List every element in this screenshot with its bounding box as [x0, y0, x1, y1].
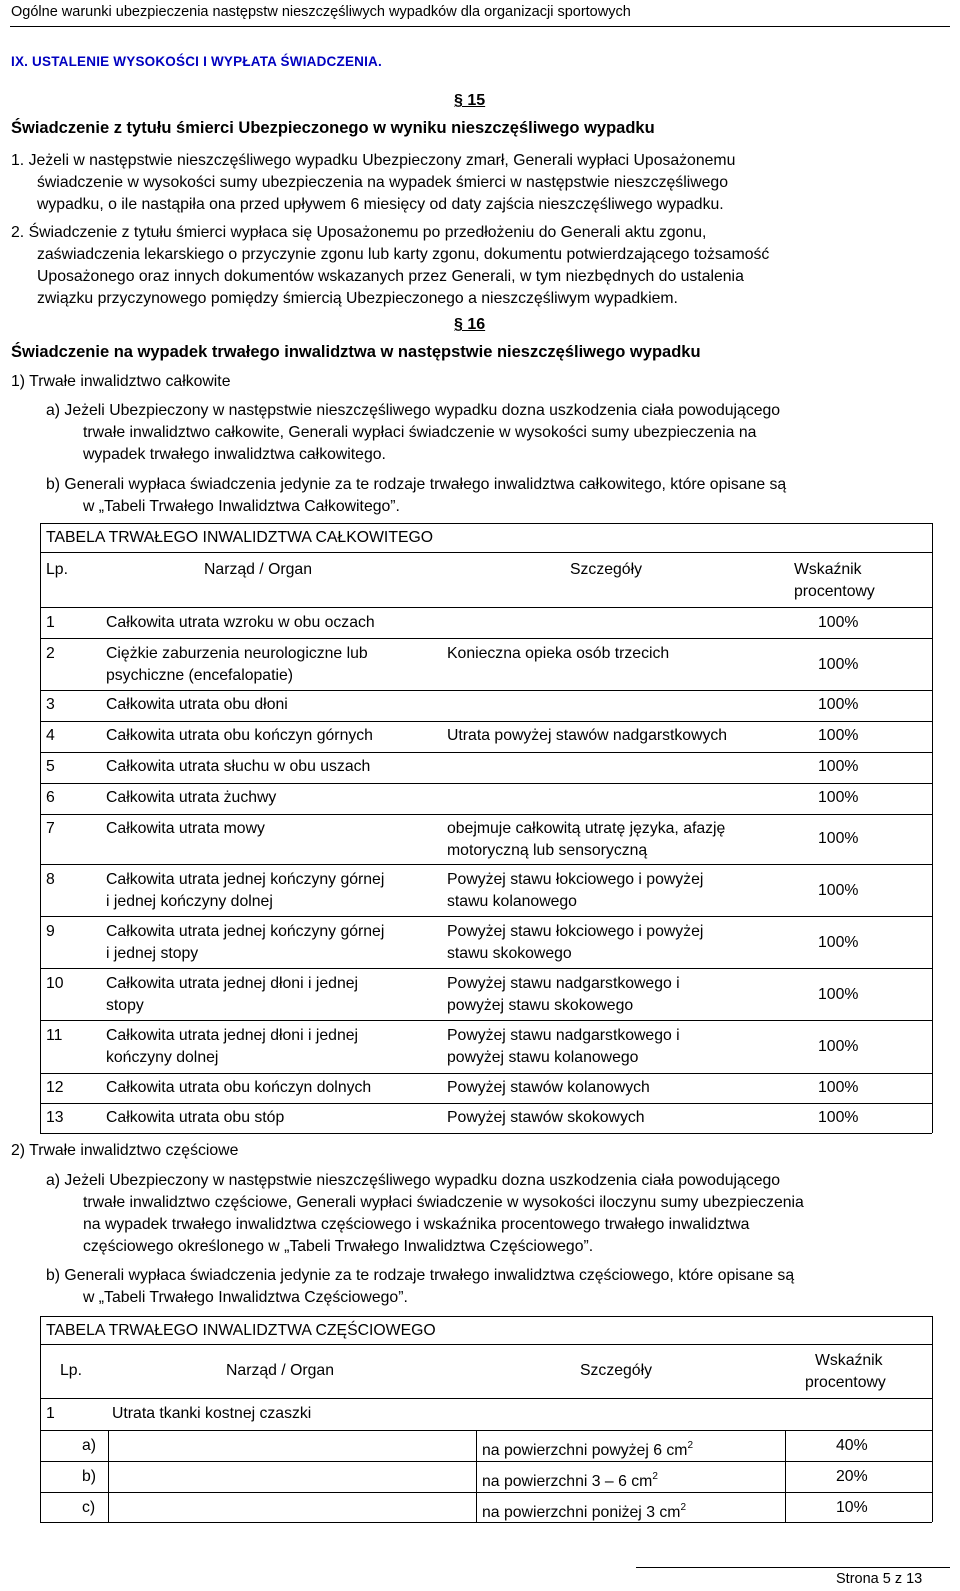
- row-organ: Ciężkie zaburzenia neurologiczne lub: [106, 645, 368, 662]
- row-rate: 100%: [818, 789, 859, 806]
- row-lp: 12: [46, 1079, 64, 1096]
- text-line: 2. Świadczenie z tytułu śmierci wypłaca się Uposażonemu po przedłożeniu do Generali aktu zgonu,: [11, 224, 707, 241]
- row-lp: 9: [46, 923, 55, 940]
- row-rate: 100%: [818, 986, 859, 1003]
- row-details: stawu skokowego: [447, 945, 572, 962]
- row-rate: 100%: [818, 656, 859, 673]
- paragraph-15-number: § 15: [454, 92, 486, 109]
- subsection-partial-disability: 2) Trwałe inwalidztwo częściowe: [11, 1142, 239, 1159]
- row-organ: Całkowita utrata jednej dłoni i jednej: [106, 975, 359, 992]
- row-details: obejmuje całkowitą utratę języka, afazję: [447, 820, 726, 837]
- text-line: w „Tabeli Trwałego Inwalidztwa Całkowitego”.: [83, 498, 400, 515]
- row-organ: i jednej kończyny dolnej: [106, 893, 273, 910]
- superscript: 2: [687, 1440, 694, 1451]
- subrow-rate: 20%: [836, 1468, 868, 1485]
- text-line: trwałe inwalidztwo częściowe, Generali wypłaci świadczenie w wysokości iloczynu sumy ubezpieczenia: [83, 1194, 804, 1211]
- text-line: na wypadek trwałego inwalidztwa częściowego i wskaźnika procentowego trwałego inwalidztwa: [83, 1216, 750, 1233]
- superscript: 2: [680, 1502, 687, 1513]
- header-divider: [10, 26, 950, 27]
- footer-divider: [636, 1567, 950, 1568]
- table-caption: TABELA TRWAŁEGO INWALIDZTWA CAŁKOWITEGO: [46, 529, 434, 546]
- paragraph-15-title: Świadczenie z tytułu śmierci Ubezpieczonego w wyniku nieszczęśliwego wypadku: [11, 119, 655, 137]
- row-rate: 100%: [818, 614, 859, 631]
- row-lp: 8: [46, 871, 55, 888]
- subrow-details-text: na powierzchni 3 – 6 cm: [482, 1473, 653, 1490]
- text-line: 1. Jeżeli w następstwie nieszczęśliwego wypadku Ubezpieczony zmarł, Generali wypłaci Uposażonemu: [11, 152, 736, 169]
- point-1b: [46, 474, 786, 518]
- page-number: Strona 5 z 13: [836, 1571, 923, 1587]
- header-rate: Wskaźnik: [815, 1352, 883, 1369]
- row-organ: Utrata tkanki kostnej czaszki: [112, 1405, 312, 1422]
- header-rate: procentowy: [805, 1374, 886, 1391]
- row-rate: 100%: [818, 727, 859, 744]
- paragraph-15-point-1: [11, 150, 735, 216]
- row-details: Powyżej stawu nadgarstkowego i: [447, 975, 680, 992]
- row-organ: stopy: [106, 997, 144, 1014]
- row-organ: Całkowita utrata obu kończyn górnych: [106, 727, 373, 744]
- row-details: powyżej stawu kolanowego: [447, 1049, 639, 1066]
- row-rate: 100%: [818, 1109, 859, 1126]
- subrow-details-text: na powierzchni powyżej 6 cm: [482, 1442, 688, 1459]
- text-line: związku przyczynowego pomiędzy śmiercią Ubezpieczonego a nieszczęśliwym wypadkiem.: [37, 290, 678, 307]
- row-details: Powyżej stawu łokciowego i powyżej: [447, 923, 704, 940]
- row-organ: Całkowita utrata słuchu w obu uszach: [106, 758, 371, 775]
- header-organ: Narząd / Organ: [226, 1362, 334, 1379]
- text-line: Uposażonego oraz innych dokumentów wskazanych przez Generali, w tym niezbędnych do ustalenia: [37, 268, 744, 285]
- row-organ: Całkowita utrata wzroku w obu oczach: [106, 614, 375, 631]
- header-details: Szczegóły: [580, 1362, 652, 1379]
- row-organ: kończyny dolnej: [106, 1049, 219, 1066]
- superscript: 2: [652, 1471, 658, 1482]
- row-organ: Całkowita utrata jednej kończyny górnej: [106, 871, 385, 888]
- row-rate: 100%: [818, 934, 859, 951]
- document-header-title: Ogólne warunki ubezpieczenia następstw nieszczęśliwych wypadków dla organizacji sportowych: [11, 4, 631, 20]
- document-header: [0, 0, 960, 34]
- row-organ: Całkowita utrata obu kończyn dolnych: [106, 1079, 372, 1096]
- row-lp: 2: [46, 645, 55, 662]
- row-rate: 100%: [818, 696, 859, 713]
- row-rate: 100%: [818, 1079, 859, 1096]
- row-organ: Całkowita utrata obu dłoni: [106, 696, 288, 713]
- point-2b: [46, 1265, 794, 1309]
- point-1a: [46, 400, 780, 466]
- subrow-label: a): [82, 1437, 97, 1454]
- text-line: wypadek trwałego inwalidztwa całkowitego.: [83, 446, 386, 463]
- text-line: a) Jeżeli Ubezpieczony w następstwie nieszczęśliwego wypadku dozna uszkodzenia ciała powodującego: [46, 402, 781, 419]
- row-lp: 6: [46, 789, 55, 806]
- text-line: świadczenie w wysokości sumy ubezpieczenia na wypadek śmierci w następstwie nieszczęśliwego: [37, 174, 728, 191]
- header-details: Szczegóły: [570, 561, 642, 578]
- row-details: powyżej stawu skokowego: [447, 997, 634, 1014]
- text-line: częściowego określonego w „Tabeli Trwałego Inwalidztwa Częściowego”.: [83, 1238, 594, 1255]
- row-details: Powyżej stawu łokciowego i powyżej: [447, 871, 704, 888]
- row-organ: psychiczne (encefalopatie): [106, 667, 294, 684]
- header-lp: Lp.: [60, 1362, 82, 1379]
- subrow-details: [482, 1435, 693, 1462]
- row-organ: Całkowita utrata mowy: [106, 820, 265, 837]
- text-line: b) Generali wypłaca świadczenia jedynie za te rodzaje trwałego inwalidztwa częściowego, które opisane są: [46, 1267, 795, 1284]
- header-rate: procentowy: [794, 583, 875, 600]
- subsection-total-disability: 1) Trwałe inwalidztwo całkowite: [11, 373, 231, 390]
- row-details: Powyżej stawu nadgarstkowego i: [447, 1027, 680, 1044]
- row-details: Powyżej stawów kolanowych: [447, 1079, 650, 1096]
- text-line: a) Jeżeli Ubezpieczony w następstwie nieszczęśliwego wypadku dozna uszkodzenia ciała powodującego: [46, 1172, 781, 1189]
- text-line: w „Tabeli Trwałego Inwalidztwa Częściowego”.: [83, 1289, 408, 1306]
- row-lp: 1: [46, 1405, 55, 1422]
- text-line: wypadku, o ile nastąpiła ona przed upływem 6 miesięcy od daty zajścia nieszczęśliwego wypadku.: [37, 196, 724, 213]
- row-details: Utrata powyżej stawów nadgarstkowych: [447, 727, 728, 744]
- row-organ: i jednej stopy: [106, 945, 199, 962]
- row-organ: Całkowita utrata żuchwy: [106, 789, 277, 806]
- row-lp: 1: [46, 614, 55, 631]
- subrow-label: c): [82, 1499, 96, 1516]
- row-details: Konieczna opieka osób trzecich: [447, 645, 670, 662]
- subrow-rate: 40%: [836, 1437, 868, 1454]
- row-details: Powyżej stawów skokowych: [447, 1109, 645, 1126]
- header-lp: Lp.: [46, 561, 68, 578]
- header-rate: Wskaźnik: [794, 561, 862, 578]
- row-lp: 11: [46, 1027, 63, 1044]
- row-organ: Całkowita utrata obu stóp: [106, 1109, 285, 1126]
- subrow-rate: 10%: [836, 1499, 868, 1516]
- row-lp: 3: [46, 696, 55, 713]
- row-lp: 13: [46, 1109, 64, 1126]
- row-organ: Całkowita utrata jednej kończyny górnej: [106, 923, 385, 940]
- row-lp: 5: [46, 758, 55, 775]
- row-lp: 10: [46, 975, 64, 992]
- row-details: stawu kolanowego: [447, 893, 577, 910]
- subrow-details-text: na powierzchni poniżej 3 cm: [482, 1504, 681, 1521]
- text-line: trwałe inwalidztwo całkowite, Generali wypłaci świadczenie w wysokości sumy ubezpieczenia na: [83, 424, 757, 441]
- header-organ: Narząd / Organ: [204, 561, 312, 578]
- paragraph-15-point-2: [11, 222, 769, 310]
- table-caption: TABELA TRWAŁEGO INWALIDZTWA CZĘŚCIOWEGO: [46, 1322, 436, 1339]
- row-rate: 100%: [818, 830, 859, 847]
- text-line: zaświadczenia lekarskiego o przyczynie zgonu lub karty zgonu, dokumentu potwierdzającego tożsamość: [37, 246, 770, 263]
- point-2a: [46, 1170, 804, 1258]
- text-line: b) Generali wypłaca świadczenia jedynie za te rodzaje trwałego inwalidztwa całkowitego, które opisane są: [46, 476, 787, 493]
- paragraph-16-number: § 16: [454, 316, 486, 333]
- subrow-details: [482, 1497, 686, 1524]
- row-organ: Całkowita utrata jednej dłoni i jednej: [106, 1027, 359, 1044]
- row-rate: 100%: [818, 1038, 859, 1055]
- subrow-label: b): [82, 1468, 97, 1485]
- row-lp: 7: [46, 820, 55, 837]
- row-rate: 100%: [818, 882, 859, 899]
- paragraph-16-title: Świadczenie na wypadek trwałego inwalidztwa w następstwie nieszczęśliwego wypadku: [11, 343, 701, 361]
- row-lp: 4: [46, 727, 55, 744]
- subrow-details: [482, 1466, 658, 1493]
- row-rate: 100%: [818, 758, 859, 775]
- row-details: motoryczną lub sensoryczną: [447, 842, 648, 859]
- section-title: IX. USTALENIE WYSOKOŚCI I WYPŁATA ŚWIADCZENIA.: [11, 54, 382, 69]
